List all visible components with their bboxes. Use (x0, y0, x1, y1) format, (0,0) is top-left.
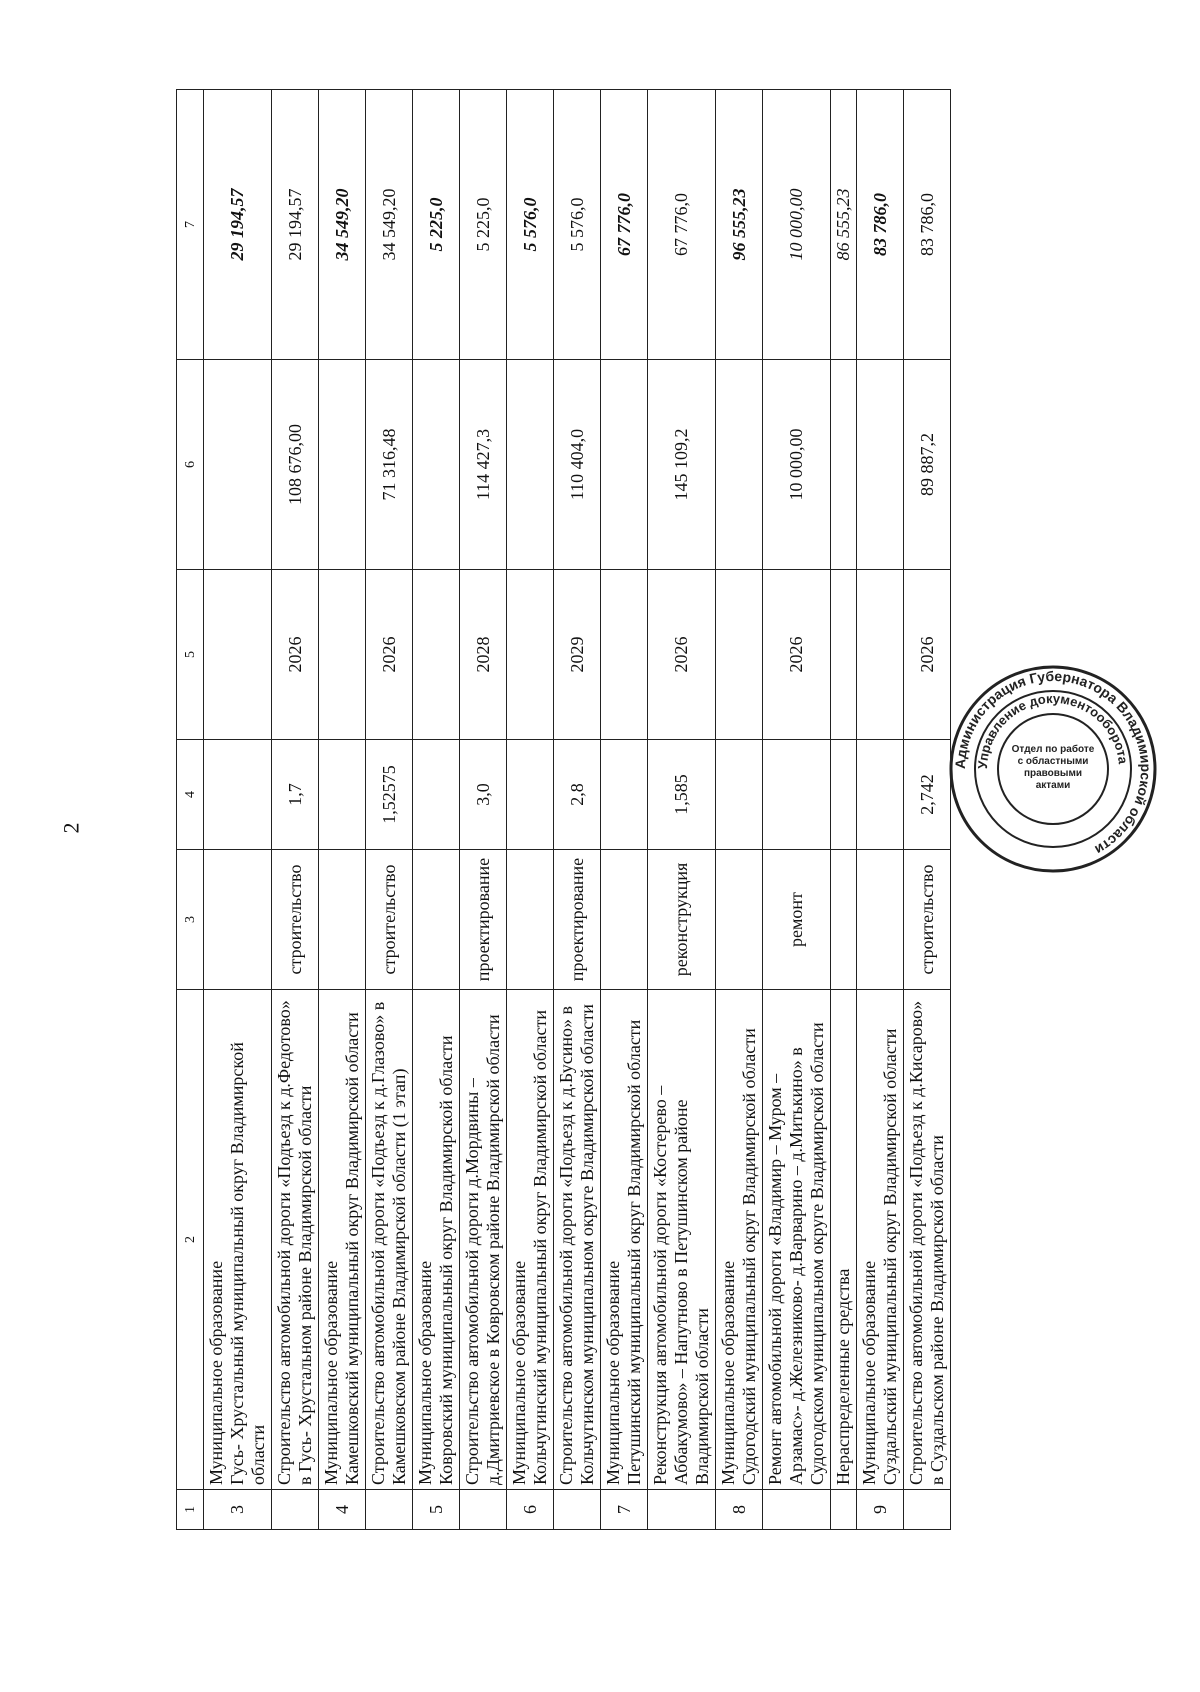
completion-year: 2026 (763, 570, 831, 740)
municipality-title-line2: Гусь- Хрустальный муниципальный округ Владимирской области (227, 1042, 268, 1485)
allocation-table (176, 89, 951, 1530)
municipality-total: 34 549,20 (319, 90, 366, 360)
row-number (554, 1490, 601, 1530)
municipality-title-line1: Муниципальное образование (415, 1260, 435, 1485)
municipality-title-line2: Кольчугинский муниципальный округ Владимирской области (530, 1010, 550, 1485)
project-description: Строительство автомобильной дороги «Подъезд к д.Кисарово» в Суздальском районе Владимирской области (904, 990, 951, 1490)
project-description: Нераспределенные средства (831, 990, 857, 1490)
allocated-sum: 5 576,0 (554, 90, 601, 360)
empty-cell (204, 570, 272, 740)
municipality-total: 29 194,57 (204, 90, 272, 360)
row-number (648, 1490, 716, 1530)
allocated-sum: 10 000,00 (763, 90, 831, 360)
header-cell: 3 (177, 850, 204, 990)
project-cost: 71 316,48 (366, 360, 413, 570)
work-type: проектирование (554, 850, 601, 990)
row-number (460, 1490, 507, 1530)
project-row (648, 90, 716, 1530)
header-cell: 7 (177, 90, 204, 360)
road-length: 1,52575 (366, 740, 413, 850)
municipality-title-line2: Ковровский муниципальный округ Владимирской области (436, 1035, 456, 1485)
row-number: 3 (204, 1490, 272, 1530)
municipality-title (601, 990, 648, 1490)
municipality-row (204, 90, 272, 1530)
project-cost: 110 404,0 (554, 360, 601, 570)
allocated-sum: 34 549,20 (366, 90, 413, 360)
project-cost: 89 887,2 (904, 360, 951, 570)
municipality-total: 5 225,0 (413, 90, 460, 360)
completion-year: 2026 (648, 570, 716, 740)
project-description: Строительство автомобильной дороги д.Мордвины – д.Дмитриевское в Ковровском районе Владимирской области (460, 990, 507, 1490)
work-type: реконструкция (648, 850, 716, 990)
row-number (763, 1490, 831, 1530)
project-row (763, 90, 831, 1530)
municipality-title (319, 990, 366, 1490)
empty-cell (857, 850, 904, 990)
row-number (272, 1490, 319, 1530)
municipality-title-line1: Муниципальное образование (321, 1260, 341, 1485)
header-row (177, 90, 204, 1530)
project-row (554, 90, 601, 1530)
municipality-total: 67 776,0 (601, 90, 648, 360)
empty-cell (716, 850, 763, 990)
municipality-title-line1: Муниципальное образование (206, 1260, 226, 1485)
empty-cell (413, 850, 460, 990)
allocated-sum: 67 776,0 (648, 90, 716, 360)
project-row (366, 90, 413, 1530)
municipality-title-line1: Муниципальное образование (859, 1260, 879, 1485)
municipality-title-line2: Судогодский муниципальный округ Владимирской области (739, 1028, 759, 1485)
municipality-title-line2: Суздальский муниципальный округ Владимирской области (880, 1028, 900, 1485)
row-number: 9 (857, 1490, 904, 1530)
municipality-title (413, 990, 460, 1490)
empty-cell (857, 570, 904, 740)
municipality-title (507, 990, 554, 1490)
municipality-title (204, 990, 272, 1490)
municipality-row (507, 90, 554, 1530)
municipality-total: 83 786,0 (857, 90, 904, 360)
project-cost: 114 427,3 (460, 360, 507, 570)
header-cell: 2 (177, 990, 204, 1490)
project-description: Строительство автомобильной дороги «Подъезд к д.Бусино» в Кольчугинском муниципальном округе Владимирской области (554, 990, 601, 1490)
row-number: 7 (601, 1490, 648, 1530)
header-cell: 4 (177, 740, 204, 850)
header-cell: 6 (177, 360, 204, 570)
work-type: проектирование (460, 850, 507, 990)
road-length: 3,0 (460, 740, 507, 850)
road-length: 1,7 (272, 740, 319, 850)
row-number (366, 1490, 413, 1530)
row-number: 6 (507, 1490, 554, 1530)
empty-cell (857, 360, 904, 570)
empty-cell (716, 570, 763, 740)
stamp-inner-text: Управление документооборота (974, 690, 1131, 770)
empty-cell (601, 740, 648, 850)
municipality-row (857, 90, 904, 1530)
empty-cell (204, 360, 272, 570)
header-cell: 1 (177, 1490, 204, 1530)
completion-year: 2029 (554, 570, 601, 740)
road-length: 2,8 (554, 740, 601, 850)
municipality-total: 5 576,0 (507, 90, 554, 360)
municipality-title-line1: Муниципальное образование (718, 1260, 738, 1485)
project-cost: 145 109,2 (648, 360, 716, 570)
project-row (904, 90, 951, 1530)
work-type: строительство (904, 850, 951, 990)
allocated-sum: 83 786,0 (904, 90, 951, 360)
empty-cell (204, 740, 272, 850)
work-type: строительство (366, 850, 413, 990)
completion-year: 2028 (460, 570, 507, 740)
work-type (831, 850, 857, 990)
project-cost: 108 676,00 (272, 360, 319, 570)
completion-year: 2026 (366, 570, 413, 740)
completion-year (831, 570, 857, 740)
header-cell: 5 (177, 570, 204, 740)
empty-cell (413, 740, 460, 850)
road-length (831, 740, 857, 850)
page-number: 2 (58, 822, 84, 834)
project-cost: 10 000,00 (763, 360, 831, 570)
empty-cell (601, 360, 648, 570)
empty-cell (319, 850, 366, 990)
municipality-title (716, 990, 763, 1490)
row-number: 5 (413, 1490, 460, 1530)
road-length: 1,585 (648, 740, 716, 850)
project-row (460, 90, 507, 1530)
completion-year: 2026 (272, 570, 319, 740)
municipality-total: 96 555,23 (716, 90, 763, 360)
row-number: 8 (716, 1490, 763, 1530)
municipality-row (319, 90, 366, 1530)
municipality-row (601, 90, 648, 1530)
municipality-row (716, 90, 763, 1530)
completion-year: 2026 (904, 570, 951, 740)
municipality-title-line1: Муниципальное образование (509, 1260, 529, 1485)
work-type: ремонт (763, 850, 831, 990)
project-row (272, 90, 319, 1530)
empty-cell (507, 740, 554, 850)
empty-cell (413, 570, 460, 740)
empty-cell (319, 740, 366, 850)
official-stamp (948, 664, 1158, 874)
allocated-sum: 5 225,0 (460, 90, 507, 360)
allocated-sum: 86 555,23 (831, 90, 857, 360)
empty-cell (507, 850, 554, 990)
empty-cell (319, 570, 366, 740)
road-length: 2,742 (904, 740, 951, 850)
project-cost (831, 360, 857, 570)
municipality-row (413, 90, 460, 1530)
stamp-center-text: Отдел по работе с областными правовыми актами (1011, 744, 1095, 791)
table-body (177, 90, 951, 1530)
empty-cell (716, 360, 763, 570)
project-description: Ремонт автомобильной дороги «Владимир – Муром – Арзамас»- д.Железниково- д.Варварино – д.Митькино» в Судогодском муниципальном округе Владимирской области (763, 990, 831, 1490)
municipality-title-line2: Петушинский муниципальный округ Владимирской области (624, 1019, 644, 1485)
empty-cell (507, 360, 554, 570)
empty-cell (507, 570, 554, 740)
project-row (831, 90, 857, 1530)
empty-cell (601, 570, 648, 740)
row-number (904, 1490, 951, 1530)
project-description: Строительство автомобильной дороги «Подъезд к д.Федотово» в Гусь- Хрустальном районе Владимирской области (272, 990, 319, 1490)
row-number: 4 (319, 1490, 366, 1530)
allocated-sum: 29 194,57 (272, 90, 319, 360)
empty-cell (716, 740, 763, 850)
municipality-title (857, 990, 904, 1490)
empty-cell (204, 850, 272, 990)
project-description: Строительство автомобильной дороги «Подъезд к д.Глазово» в Камешковском районе Владимирской области (1 этап) (366, 990, 413, 1490)
municipality-title-line2: Камешковский муниципальный округ Владимирской области (342, 1012, 362, 1485)
empty-cell (601, 850, 648, 990)
work-type: строительство (272, 850, 319, 990)
empty-cell (413, 360, 460, 570)
project-description: Реконструкция автомобильной дороги «Костерево – Аббакумово» – Напутново в Петушинском районе Владимирской области (648, 990, 716, 1490)
road-length (763, 740, 831, 850)
row-number (831, 1490, 857, 1530)
empty-cell (857, 740, 904, 850)
empty-cell (319, 360, 366, 570)
municipality-title-line1: Муниципальное образование (603, 1260, 623, 1485)
stamp-outer-text: Администрация Губернатора Владимирской области (951, 667, 1155, 859)
